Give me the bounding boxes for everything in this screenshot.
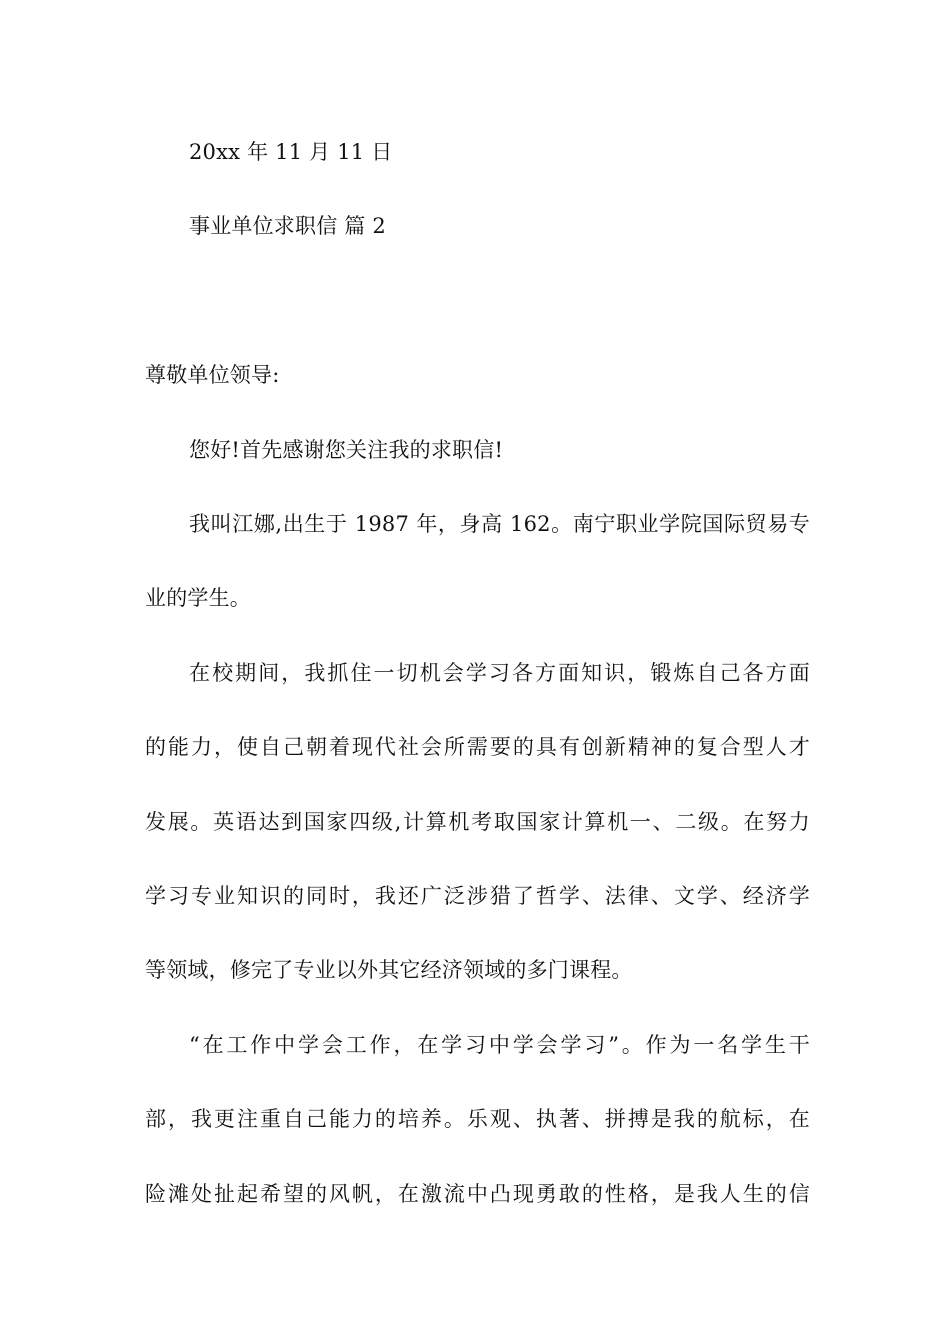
paragraph-line: 等领域，修完了专业以外其它经济领域的多门课程。 (145, 958, 633, 982)
paragraph-line: 学习专业知识的同时，我还广泛涉猎了哲学、法律、文学、经济学 (145, 884, 810, 908)
paragraph-line: 业的学生。 (145, 586, 251, 610)
paragraph-line: 的能力，使自己朝着现代社会所需要的具有创新精神的复合型人才 (145, 735, 810, 759)
paragraph-line: 发展。英语达到国家四级,计算机考取国家计算机一、二级。在努力 (145, 810, 810, 834)
document-heading: 事业单位求职信 篇 2 (189, 214, 386, 238)
paragraph-line: 险滩处扯起希望的风帆，在激流中凸现勇敢的性格，是我人生的信 (145, 1182, 810, 1206)
paragraph-line: “在工作中学会工作，在学习中学会学习”。作为一名学生干 (189, 1033, 810, 1057)
paragraph-line: 在校期间，我抓住一切机会学习各方面知识，锻炼自己各方面 (189, 661, 810, 685)
salutation: 尊敬单位领导: (145, 363, 280, 387)
paragraph-line: 我叫江娜,出生于 1987 年，身高 162。南宁职业学院国际贸易专 (189, 512, 810, 536)
paragraph-line: 部，我更注重自己能力的培养。乐观、执著、拼搏是我的航标，在 (145, 1107, 810, 1131)
date-line: 20xx 年 11 月 11 日 (189, 140, 393, 164)
greeting-line: 您好!首先感谢您关注我的求职信! (189, 438, 504, 462)
